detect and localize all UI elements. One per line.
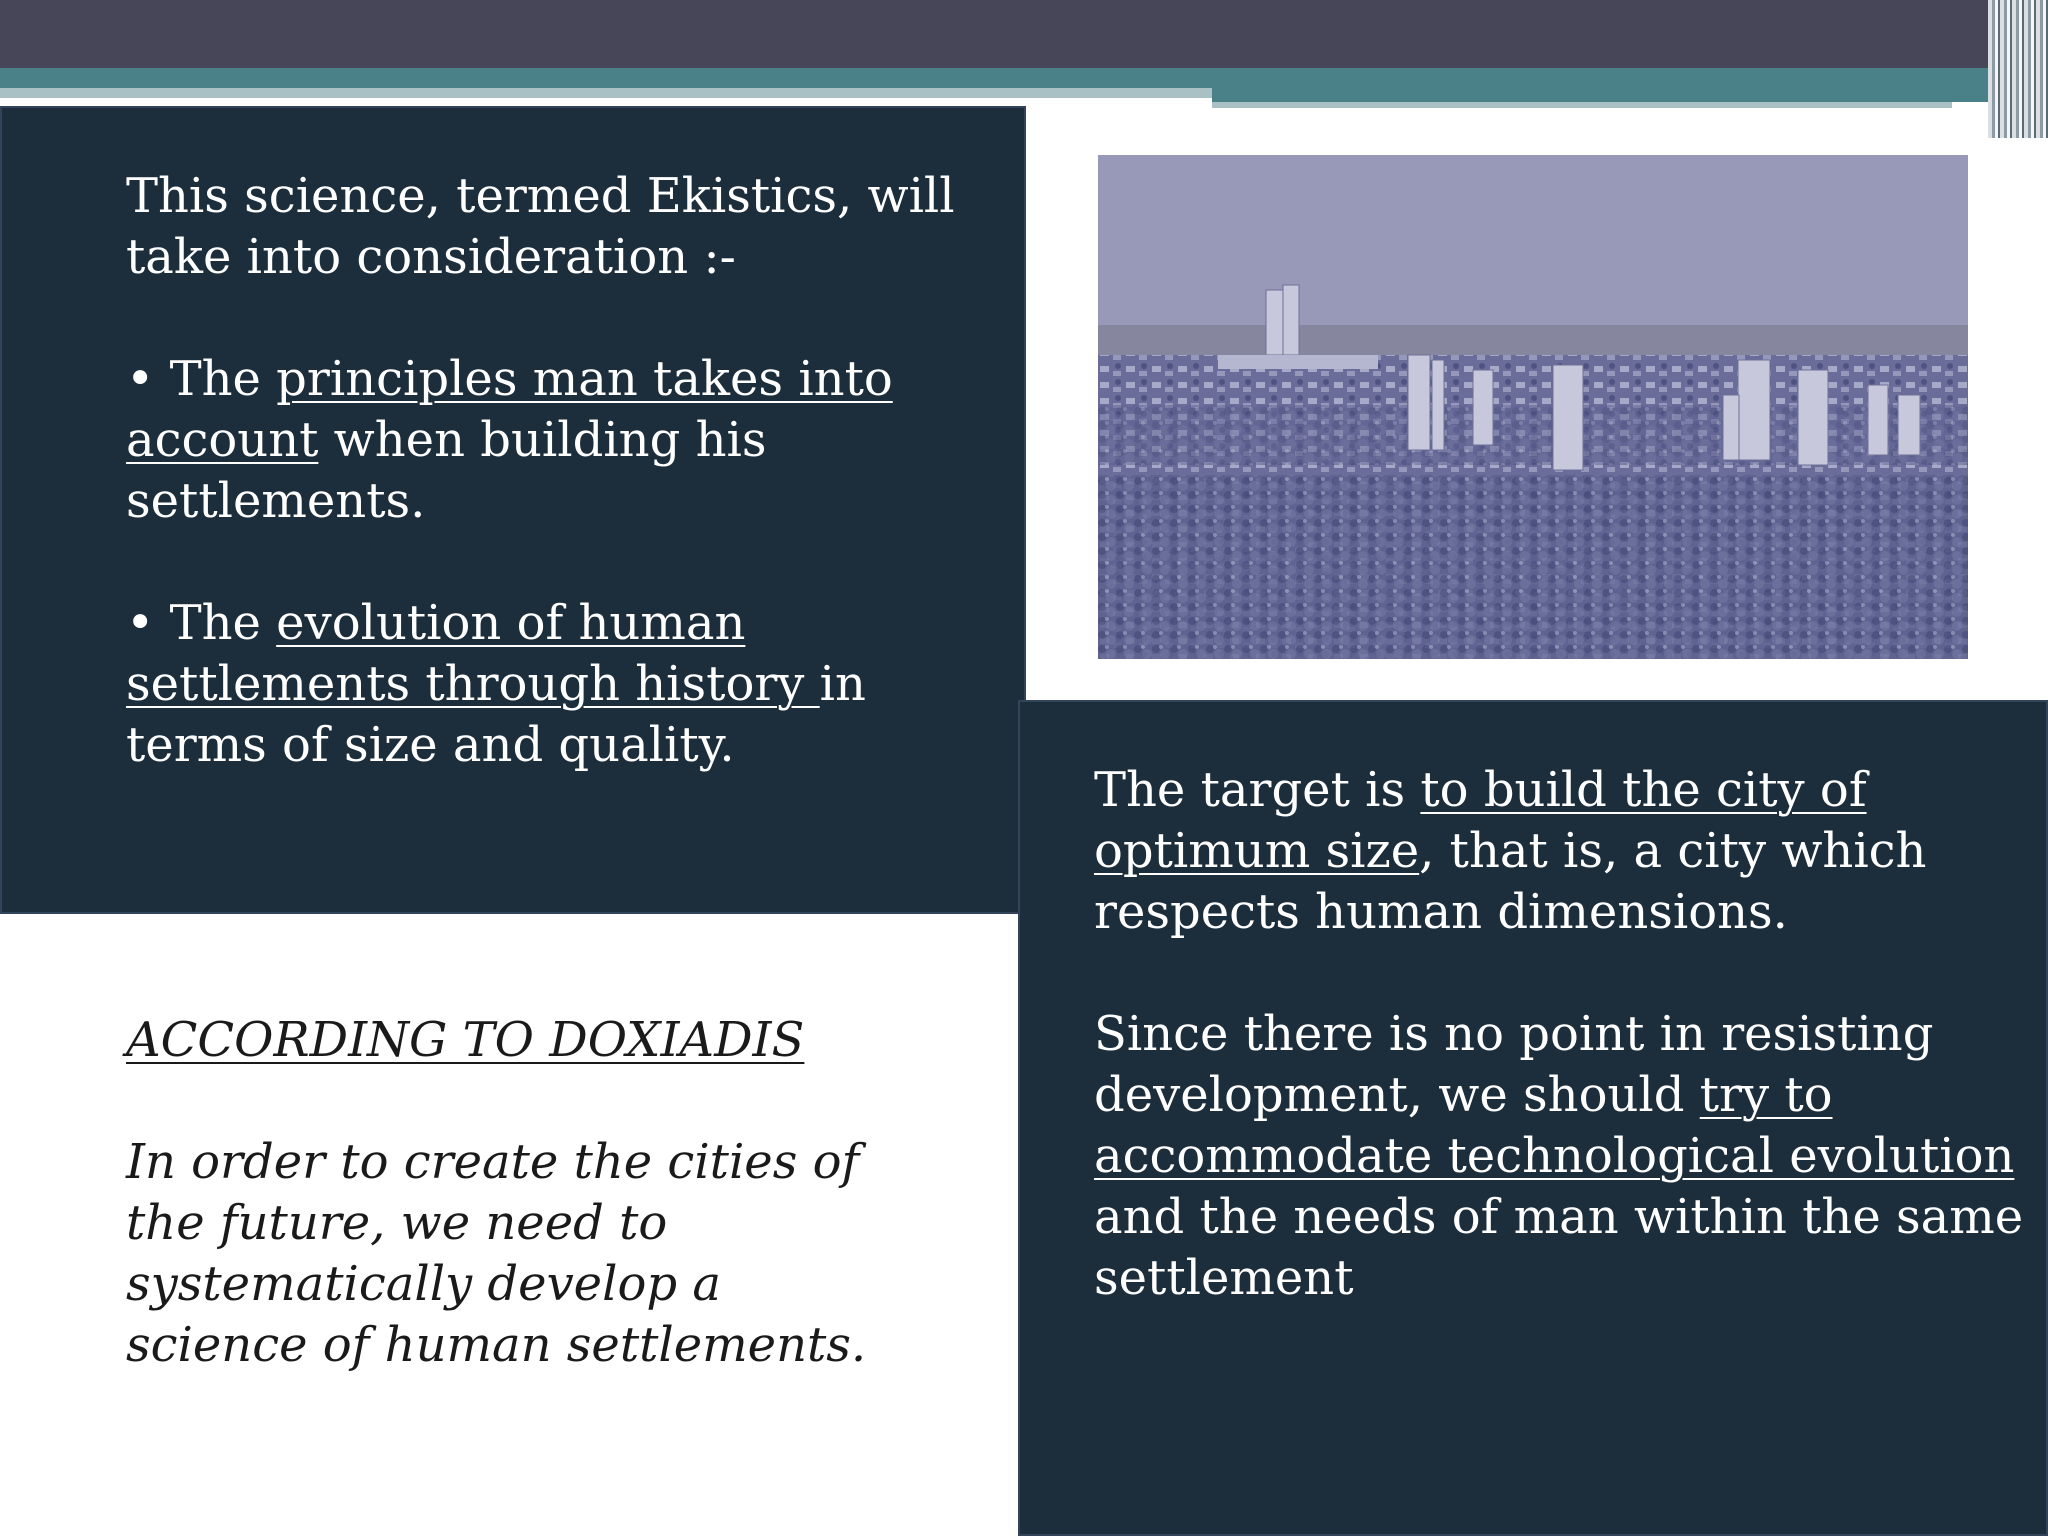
- bullet-1-prefix: • The: [126, 351, 277, 407]
- city-skyline-illustration: [1098, 155, 1968, 659]
- para-2-prefix: development, we should: [1094, 1067, 1700, 1123]
- quote-heading-text: ACCORDING TO DOXIADIS: [126, 1012, 805, 1068]
- para-1-underlined: to build the city of: [1420, 762, 1867, 818]
- para-2-line-3: [1094, 1126, 2024, 1187]
- header-vertical-stripes: [1988, 0, 2048, 138]
- header-light-stripe: [0, 88, 1212, 98]
- bullet-1-underlined: principles man takes into: [276, 351, 893, 407]
- city-skyline-photo: [1098, 155, 1968, 659]
- header-accent-stripe: [0, 68, 2048, 88]
- bullet-2-prefix: • The: [126, 595, 277, 651]
- para-2-line-5: settlement: [1094, 1250, 1354, 1306]
- para-2-line-2: [1094, 1065, 2024, 1126]
- bullet-2-underlined: evolution of human: [276, 595, 746, 651]
- bullet-1-line-1: [126, 349, 1006, 410]
- header-light-stripe-right: [1212, 102, 1952, 108]
- doxiadis-quote: [126, 1010, 986, 1376]
- quote-line-1: In order to create the cities of: [126, 1134, 860, 1190]
- bullet-2-suffix: in: [819, 656, 866, 712]
- bullet-2-line-1: [126, 593, 1006, 654]
- para-1-prefix: The target is: [1094, 762, 1421, 818]
- ekistics-considerations: [126, 166, 1006, 776]
- bullet-1-line-3: settlements.: [126, 473, 426, 529]
- intro-line-1: This science, termed Ekistics, will: [126, 168, 955, 224]
- quote-heading: [126, 1010, 986, 1071]
- target-statement: [1094, 760, 2024, 1309]
- bullet-2-line-2: [126, 654, 1006, 715]
- para-1-line-2: [1094, 821, 2024, 882]
- quote-line-2: the future, we need to: [126, 1195, 668, 1251]
- para-1-line-1: [1094, 760, 2024, 821]
- para-2-underlined: try to: [1699, 1067, 1833, 1123]
- bullet-1-suffix: when building his: [318, 412, 767, 468]
- bullet-1-underlined-2: account: [126, 412, 319, 468]
- header-bar: [0, 0, 2048, 68]
- quote-line-3: systematically develop a: [126, 1256, 721, 1312]
- header-accent-stripe-right: [1212, 88, 2048, 102]
- para-1-line-3: respects human dimensions.: [1094, 884, 1788, 940]
- para-2-line-4: and the needs of man within the same: [1094, 1189, 2024, 1245]
- bullet-2-underlined-2: settlements through history: [126, 656, 820, 712]
- bullet-2-line-3: terms of size and quality.: [126, 717, 735, 773]
- quote-line-4: science of human settlements.: [126, 1317, 867, 1373]
- para-2-underlined-2: accommodate technological evolution: [1094, 1128, 2015, 1184]
- intro-line-2: take into consideration :-: [126, 229, 736, 285]
- para-2-line-1: Since there is no point in resisting: [1094, 1006, 1934, 1062]
- para-1-underlined-2: optimum size: [1094, 823, 1420, 879]
- bullet-1-line-2: [126, 410, 1006, 471]
- para-1-suffix: , that is, a city which: [1419, 823, 1927, 879]
